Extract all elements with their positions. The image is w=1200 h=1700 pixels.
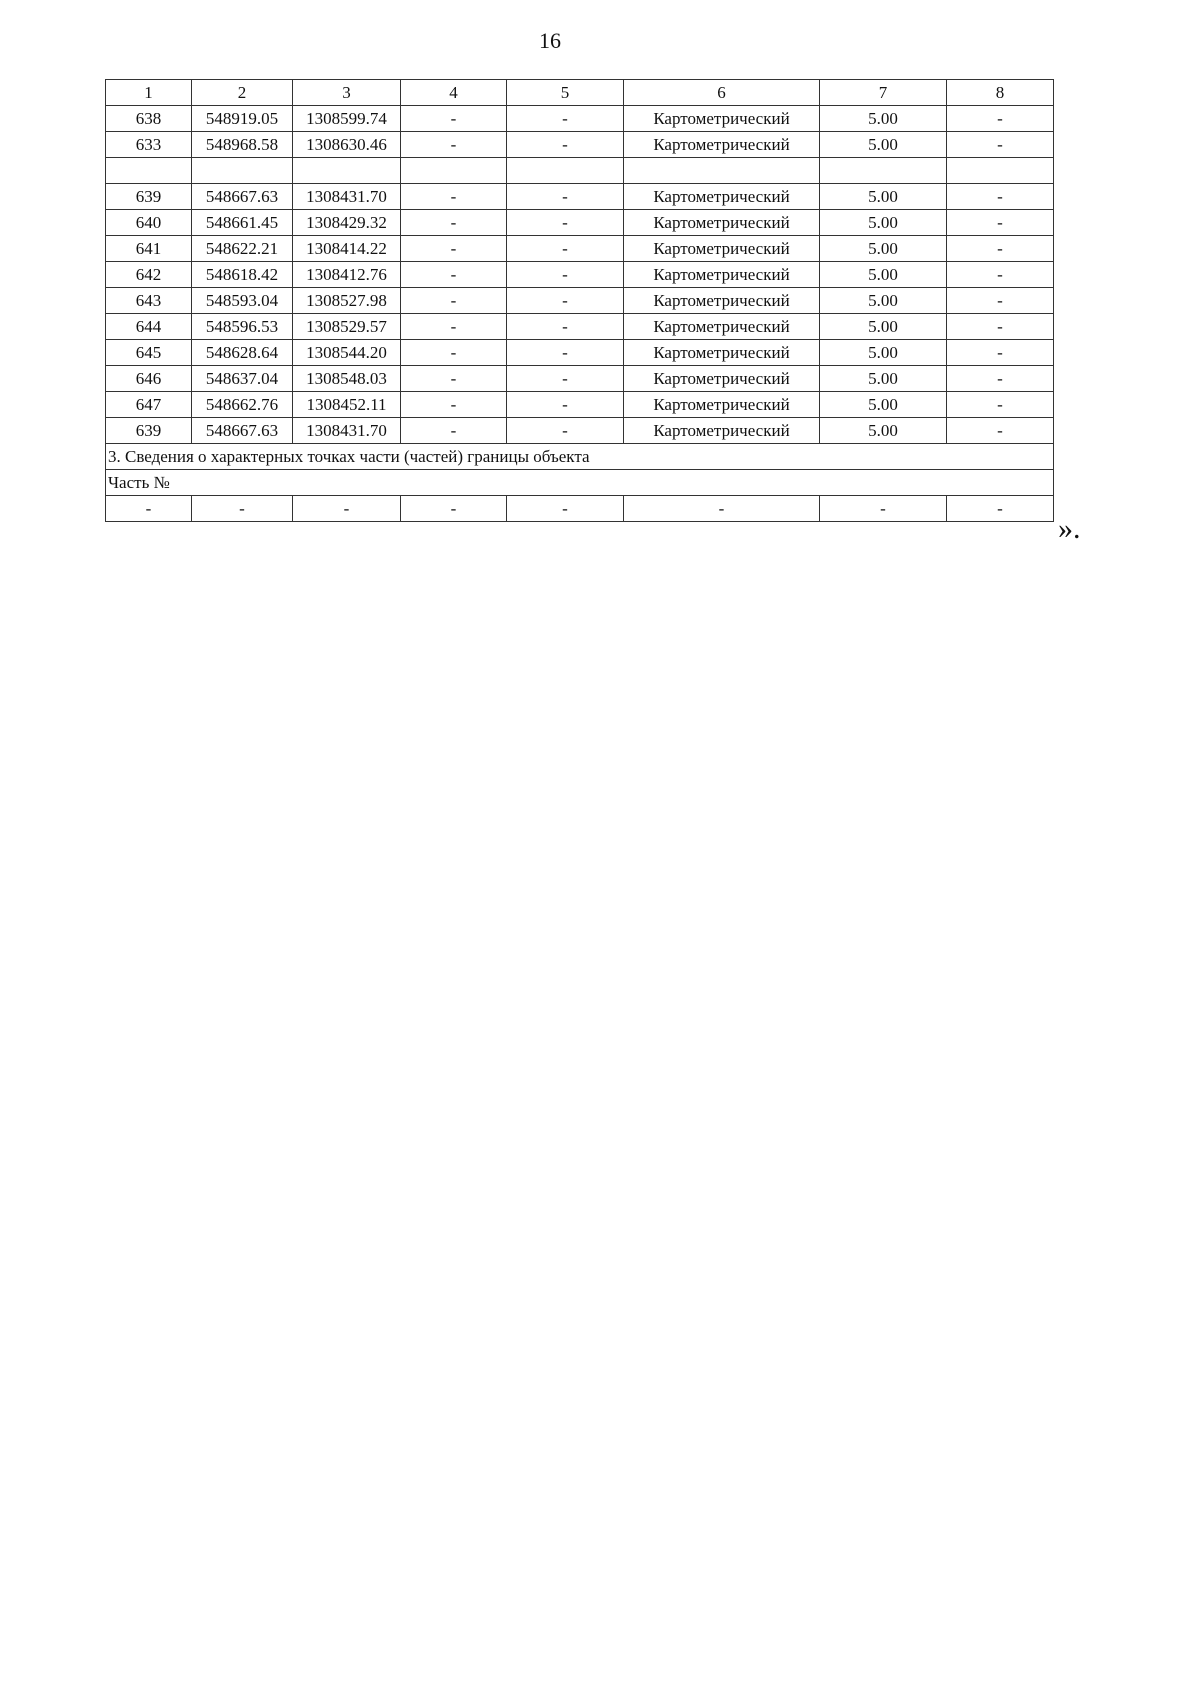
part-label-row bbox=[106, 470, 1054, 496]
table-cell: 548968.58 bbox=[192, 132, 293, 158]
table-cell: 548593.04 bbox=[192, 288, 293, 314]
table-cell: - bbox=[293, 496, 401, 522]
table-cell: 548667.63 bbox=[192, 418, 293, 444]
table-cell: 643 bbox=[106, 288, 192, 314]
table-cell: 548637.04 bbox=[192, 366, 293, 392]
table-cell: - bbox=[507, 288, 624, 314]
table-cell: 639 bbox=[106, 184, 192, 210]
table-cell: 5.00 bbox=[820, 314, 947, 340]
table-row bbox=[106, 262, 1054, 288]
final-row bbox=[106, 496, 1054, 522]
table-row bbox=[106, 132, 1054, 158]
table-cell: 5.00 bbox=[820, 392, 947, 418]
table-cell: 5.00 bbox=[820, 132, 947, 158]
page-number: 16 bbox=[539, 28, 561, 53]
table-cell: 1308599.74 bbox=[293, 106, 401, 132]
table-cell: 548667.63 bbox=[192, 184, 293, 210]
table-cell: Картометрический bbox=[624, 132, 820, 158]
table-cell: 548596.53 bbox=[192, 314, 293, 340]
table-cell: - bbox=[401, 314, 507, 340]
header-cell: 2 bbox=[192, 80, 293, 106]
table-cell: 645 bbox=[106, 340, 192, 366]
table-cell: 548628.64 bbox=[192, 340, 293, 366]
header-cell: 4 bbox=[401, 80, 507, 106]
table-cell: 644 bbox=[106, 314, 192, 340]
table-cell: - bbox=[401, 496, 507, 522]
table-cell: 1308452.11 bbox=[293, 392, 401, 418]
table-cell: 1308630.46 bbox=[293, 132, 401, 158]
table-cell bbox=[192, 158, 293, 184]
blank-row bbox=[106, 158, 1054, 184]
table-row bbox=[106, 106, 1054, 132]
table-cell: 1308431.70 bbox=[293, 184, 401, 210]
table-row bbox=[106, 392, 1054, 418]
table-cell: 548662.76 bbox=[192, 392, 293, 418]
table-cell: - bbox=[947, 314, 1054, 340]
table-cell: - bbox=[947, 366, 1054, 392]
table-cell: - bbox=[507, 340, 624, 366]
table-cell: - bbox=[192, 496, 293, 522]
table-cell: 5.00 bbox=[820, 262, 947, 288]
header-cell: 8 bbox=[947, 80, 1054, 106]
table-cell: - bbox=[947, 184, 1054, 210]
table-cell: 640 bbox=[106, 210, 192, 236]
table-cell: 1308548.03 bbox=[293, 366, 401, 392]
table-row bbox=[106, 236, 1054, 262]
table-cell: 5.00 bbox=[820, 340, 947, 366]
table-cell: 548919.05 bbox=[192, 106, 293, 132]
table-cell: 5.00 bbox=[820, 210, 947, 236]
table-cell bbox=[401, 158, 507, 184]
table-cell: Картометрический bbox=[624, 314, 820, 340]
table-cell: 5.00 bbox=[820, 106, 947, 132]
table-cell: - bbox=[947, 392, 1054, 418]
table-cell: Картометрический bbox=[624, 392, 820, 418]
table-cell: 5.00 bbox=[820, 418, 947, 444]
table-row bbox=[106, 366, 1054, 392]
table-cell: - bbox=[401, 392, 507, 418]
table-cell: - bbox=[401, 366, 507, 392]
table-cell: 548661.45 bbox=[192, 210, 293, 236]
table-cell: Картометрический bbox=[624, 184, 820, 210]
table-cell: Картометрический bbox=[624, 106, 820, 132]
table-cell: 5.00 bbox=[820, 184, 947, 210]
table-row bbox=[106, 340, 1054, 366]
table-cell: Картометрический bbox=[624, 210, 820, 236]
table-cell: 5.00 bbox=[820, 366, 947, 392]
table-cell: - bbox=[507, 210, 624, 236]
table-cell: 646 bbox=[106, 366, 192, 392]
section3-title-row bbox=[106, 444, 1054, 470]
header-cell: 5 bbox=[507, 80, 624, 106]
table-cell: 642 bbox=[106, 262, 192, 288]
table-cell: - bbox=[947, 210, 1054, 236]
table-cell: - bbox=[507, 496, 624, 522]
table-cell: 548618.42 bbox=[192, 262, 293, 288]
table-cell: - bbox=[507, 236, 624, 262]
table-cell: 1308431.70 bbox=[293, 418, 401, 444]
table-cell: - bbox=[507, 314, 624, 340]
table-cell: - bbox=[947, 106, 1054, 132]
table-cell: - bbox=[401, 288, 507, 314]
part-label: Часть № bbox=[106, 470, 1054, 496]
closing-quote-mark: ». bbox=[1058, 512, 1081, 545]
table-cell: - bbox=[507, 262, 624, 288]
table-cell: - bbox=[947, 132, 1054, 158]
table-cell: - bbox=[401, 106, 507, 132]
table-cell: - bbox=[947, 236, 1054, 262]
table-cell: Картометрический bbox=[624, 262, 820, 288]
table-cell: 1308429.32 bbox=[293, 210, 401, 236]
table-cell: 1308414.22 bbox=[293, 236, 401, 262]
table-cell: 633 bbox=[106, 132, 192, 158]
table-cell: - bbox=[507, 132, 624, 158]
table-cell: Картометрический bbox=[624, 366, 820, 392]
table-cell: - bbox=[507, 366, 624, 392]
table-cell: - bbox=[507, 184, 624, 210]
table-cell: 1308527.98 bbox=[293, 288, 401, 314]
table-cell: 638 bbox=[106, 106, 192, 132]
table-cell: - bbox=[947, 340, 1054, 366]
table-row bbox=[106, 288, 1054, 314]
table-row bbox=[106, 418, 1054, 444]
table-cell: 5.00 bbox=[820, 236, 947, 262]
table-cell: - bbox=[947, 418, 1054, 444]
table-cell bbox=[624, 158, 820, 184]
table-cell: - bbox=[507, 418, 624, 444]
table-cell: - bbox=[820, 496, 947, 522]
table-cell: - bbox=[947, 262, 1054, 288]
table-cell: - bbox=[401, 418, 507, 444]
table-cell bbox=[820, 158, 947, 184]
table-cell: - bbox=[507, 106, 624, 132]
table-cell: 548622.21 bbox=[192, 236, 293, 262]
header-cell: 1 bbox=[106, 80, 192, 106]
header-row bbox=[106, 80, 1054, 106]
header-cell: 6 bbox=[624, 80, 820, 106]
table-cell: - bbox=[947, 496, 1054, 522]
table-cell: - bbox=[401, 184, 507, 210]
table-cell: Картометрический bbox=[624, 418, 820, 444]
table-cell: 1308412.76 bbox=[293, 262, 401, 288]
header-cell: 3 bbox=[293, 80, 401, 106]
table-cell: 5.00 bbox=[820, 288, 947, 314]
table-cell: Картометрический bbox=[624, 288, 820, 314]
table-row bbox=[106, 314, 1054, 340]
table-cell: - bbox=[401, 340, 507, 366]
table-cell: Картометрический bbox=[624, 236, 820, 262]
table-body bbox=[106, 80, 1054, 522]
table-cell: - bbox=[401, 236, 507, 262]
table-cell bbox=[293, 158, 401, 184]
table-row bbox=[106, 210, 1054, 236]
table-cell: 647 bbox=[106, 392, 192, 418]
coordinates-table bbox=[105, 79, 1054, 522]
table-cell: - bbox=[624, 496, 820, 522]
table-cell bbox=[947, 158, 1054, 184]
header-cell: 7 bbox=[820, 80, 947, 106]
table-cell: - bbox=[401, 132, 507, 158]
table-cell: - bbox=[401, 210, 507, 236]
table-cell: 1308544.20 bbox=[293, 340, 401, 366]
section3-title: 3. Сведения о характерных точках части (частей) границы объекта bbox=[106, 444, 1054, 470]
table-cell: - bbox=[401, 262, 507, 288]
table-row bbox=[106, 184, 1054, 210]
table-cell: - bbox=[947, 288, 1054, 314]
table-cell: 1308529.57 bbox=[293, 314, 401, 340]
table-cell: Картометрический bbox=[624, 340, 820, 366]
table-cell: 641 bbox=[106, 236, 192, 262]
table-cell: 639 bbox=[106, 418, 192, 444]
table-cell bbox=[507, 158, 624, 184]
table-cell: - bbox=[106, 496, 192, 522]
table-cell: - bbox=[507, 392, 624, 418]
table-cell bbox=[106, 158, 192, 184]
